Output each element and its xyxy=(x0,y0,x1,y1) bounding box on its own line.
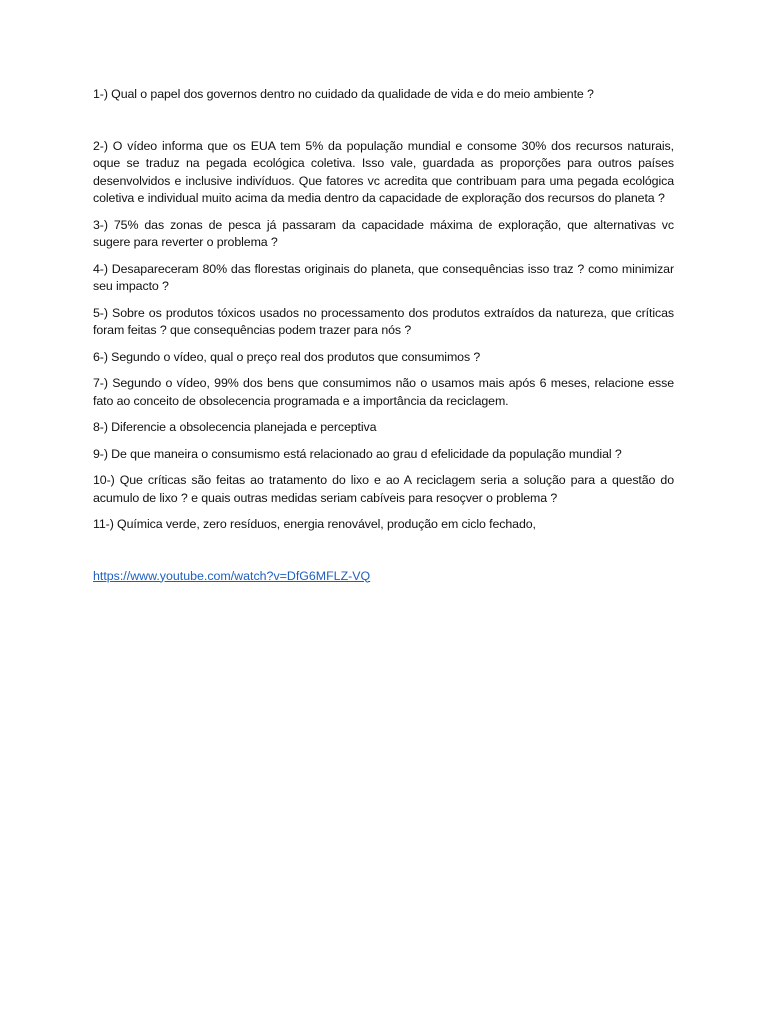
question-6: 6-) Segundo o vídeo, qual o preço real dos produtos que consumimos ? xyxy=(93,349,481,364)
question-4: 4-) Desapareceram 80% das florestas originais do planeta, que consequências isso traz ? como minimizar seu impacto ? xyxy=(93,261,674,293)
question-8: 8-) Diferencie a obsolecencia planejada e perceptiva xyxy=(93,420,377,434)
question-7: 7-) Segundo o vídeo, 99% dos bens que consumimos não o usamos mais após 6 meses, relacione esse fato ao conceito de obsolecencia programada e a importância da reciclagem. xyxy=(93,376,674,408)
question-9: 9-) De que maneira o consumismo está relacionado ao grau d efelicidade da população mundial ? xyxy=(93,446,622,461)
question-10: 10-) Que críticas são feitas ao tratamento do lixo e ao A reciclagem seria a solução para a questão do acumulo de lixo ? e quais outras medidas seriam cabíveis para resoçver o problema ? xyxy=(93,473,674,505)
question-5: 5-) Sobre os produtos tóxicos usados no processamento dos produtos extraídos da natureza, que críticas foram feitas ? que consequências podem trazer para nós ? xyxy=(93,305,674,337)
question-2: 2-) O vídeo informa que os EUA tem 5% da população mundial e consome 30% dos recursos naturais, oque se traduz na pegada ecológica coletiva. Isso vale, guardada as proporções para outros países desenvolvidos e inclusive indivíduos. Que fatores vc acredita que contribuam para uma pegada ecológica coletiva e individual muito acima da media dentro da capacidade de exploração dos recursos do planeta ? xyxy=(93,138,674,205)
question-1: 1-) Qual o papel dos governos dentro no cuidado da qualidade de vida e do meio ambiente ? xyxy=(93,87,594,101)
question-11: 11-) Química verde, zero resíduos, energia renovável, produção em ciclo fechado, xyxy=(93,517,536,531)
youtube-link[interactable]: https://www.youtube.com/watch?v=DfG6MFLZ-VQ xyxy=(93,568,371,583)
question-3: 3-) 75% das zonas de pesca já passaram da capacidade máxima de exploração, que alternativas vc sugere para reverter o problema ? xyxy=(93,217,674,249)
document-page xyxy=(93,86,674,585)
